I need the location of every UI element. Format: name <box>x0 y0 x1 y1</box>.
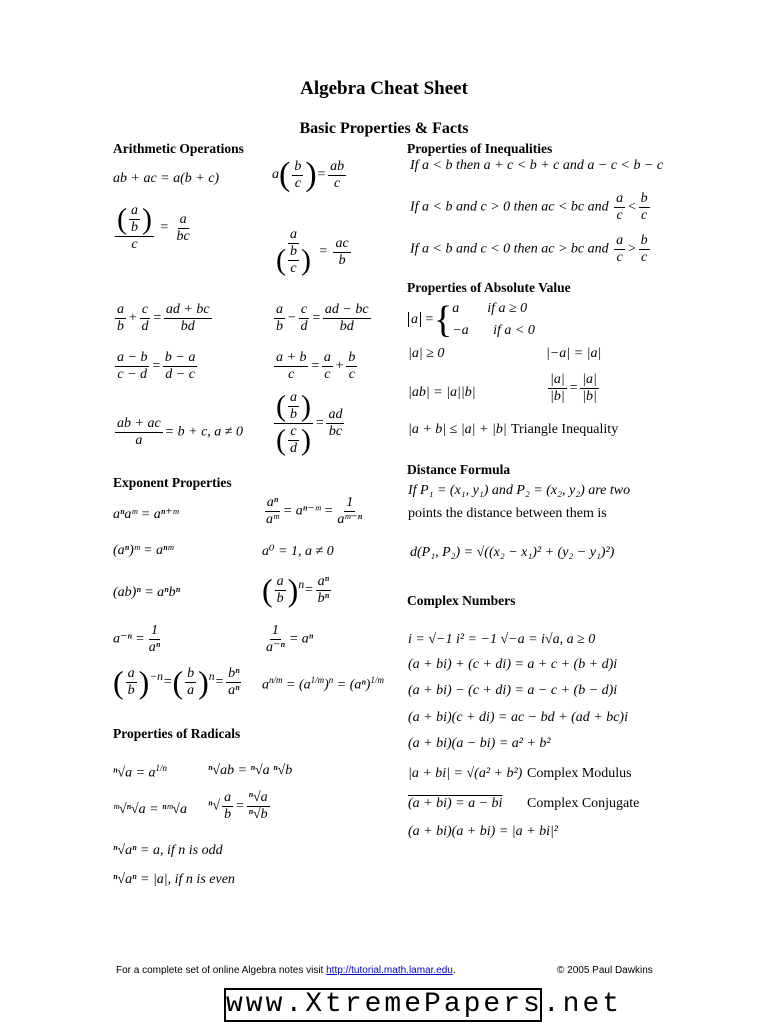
radicals-formula-3: ᵐ√ⁿ√a = ⁿᵐ√a <box>113 802 187 817</box>
radicals-formula-6: ⁿ√aⁿ = |a|, if n is even <box>113 872 235 887</box>
inequality-1: If a < b then a + c < b + c and a − c < b − c <box>410 158 664 173</box>
exponent-formula-6: ( $\frac{a}{b}$ )$^n$= $\frac{\text{aⁿ}}{\text{bⁿ}}$ <box>262 572 330 608</box>
footer-note: For a complete set of online Algebra notes visit http://tutorial.math.lamar.edu. <box>116 965 456 976</box>
footer-link[interactable]: http://tutorial.math.lamar.edu <box>326 965 453 976</box>
absolute-formula-4: $\frac{|a|}{|b|}$ = $\frac{|a|}{|b|}$ <box>550 372 597 404</box>
radicals-formula-2: ⁿ√ab = ⁿ√a ⁿ√b <box>208 763 293 778</box>
radicals-formula-4: ⁿ√ $\frac{a}{b}$ = $\frac{\text{ⁿ√a}}{\text{ⁿ√b}}$ <box>208 790 268 822</box>
footer-copyright: © 2005 Paul Dawkins <box>557 965 653 976</box>
arith-formula-10: ( $\frac{a}{b}$ ) ( $\frac{c}{d}$ ) = $\frac{ad}{bc}$ <box>276 389 343 457</box>
watermark: www.XtremePapers.net <box>226 989 623 1020</box>
arith-formula-1: ab + ac = a(b + c) <box>113 171 220 186</box>
exponent-formula-7: a⁻ⁿ = $\frac{1}{\text{aⁿ}}$ <box>113 623 161 655</box>
absolute-formula-3: |ab| = |a||b| <box>408 385 476 400</box>
exponent-formula-5: (ab)ⁿ = aⁿbⁿ <box>113 585 180 600</box>
distance-formula: d(P₁, P₂) = √((x₂ − x₁)² + (y₂ − y₁)²) <box>410 545 615 560</box>
exponent-formula-4: a⁰ = 1, a ≠ 0 <box>262 544 334 559</box>
inequality-2: If a < b and c > 0 then ac < bc and $\frac{a}{c}$ < $\frac{b}{c}$ <box>410 191 648 223</box>
absolute-formula-5: |a + b| ≤ |a| + |b| <box>408 422 507 437</box>
complex-formula-3: (a + bi) − (c + di) = a − c + (b − d)i <box>408 683 618 698</box>
arith-heading: Arithmetic Operations <box>113 141 244 156</box>
exponent-formula-2: $\frac{\text{aⁿ}}{\text{aᵐ}}$ = aⁿ⁻ᵐ = $\frac{1}{\text{aᵐ⁻ⁿ}}$ <box>266 495 363 527</box>
complex-formula-5: (a + bi)(a − bi) = a² + b² <box>408 736 551 751</box>
arith-formula-9: $\frac{ab + ac}{a}$ = b + c, a ≠ 0 <box>117 416 243 448</box>
page-title: Algebra Cheat Sheet <box>300 78 468 99</box>
arith-formula-6: $\frac{a}{b}$ − $\frac{c}{d}$ = $\frac{ad - bc}{bd}$ <box>276 302 369 334</box>
absolute-formula-2: |−a| = |a| <box>546 346 602 361</box>
exponent-formula-1: aⁿaᵐ = aⁿ⁺ᵐ <box>113 507 179 522</box>
radicals-heading: Properties of Radicals <box>113 726 241 741</box>
page-subtitle: Basic Properties & Facts <box>299 120 469 137</box>
absolute-heading: Properties of Absolute Value <box>407 280 571 295</box>
arith-formula-7: $\frac{a - b}{c - d}$ = $\frac{b - a}{d - c}$ <box>117 350 196 382</box>
distance-heading: Distance Formula <box>407 462 511 477</box>
complex-formula-7: (a + bi) = a − bi <box>408 796 503 811</box>
distance-line-2: points the distance between them is <box>408 506 607 521</box>
exponent-formula-10: $a^{n/m} = (a^{1/m})^n = (a^n)^{1/m}$ <box>262 675 384 693</box>
complex-modulus-label: Complex Modulus <box>527 766 632 781</box>
arith-formula-2: a( $\frac{b}{c}$ )= $\frac{ab}{c}$ <box>272 156 345 193</box>
complex-formula-4: (a + bi)(c + di) = ac − bd + (ad + bc)i <box>408 710 628 725</box>
arith-formula-8: $\frac{a + b}{c}$ = $\frac{a}{c}$ + $\frac{b}{c}$ <box>276 350 356 382</box>
complex-formula-8: (a + bi)(a + bi) = |a + bi|² <box>408 824 559 839</box>
arith-formula-5: $\frac{a}{b}$ + $\frac{c}{d}$ = $\frac{ad + bc}{bd}$ <box>117 302 210 334</box>
arith-formula-4: a ( $\frac{b}{c}$ ) = $\frac{ac}{b}$ <box>276 227 349 277</box>
triangle-inequality-label: Triangle Inequality <box>511 422 619 437</box>
radicals-formula-5: ⁿ√aⁿ = a, if n is odd <box>113 843 223 858</box>
inequalities-heading: Properties of Inequalities <box>407 141 553 156</box>
absolute-formula-1: |a| ≥ 0 <box>408 346 445 361</box>
complex-conjugate-label: Complex Conjugate <box>527 796 640 811</box>
absolute-definition: a ={ a if a ≥ 0 −a if a < 0 <box>408 298 535 342</box>
complex-formula-6: |a + bi| = √(a² + b²) <box>408 766 523 781</box>
complex-formula-2: (a + bi) + (c + di) = a + c + (b + d)i <box>408 657 618 672</box>
distance-line-1: If P₁ = (x₁, y₁) and P₂ = (x₂, y₂) are two <box>408 483 631 498</box>
radicals-formula-1: $^n√a = a^{1/n}$ <box>113 763 168 781</box>
arith-formula-3: ( $\frac{a}{b}$ ) c = $\frac{a}{bc}$ <box>117 202 190 252</box>
exponent-formula-3: (aⁿ)ᵐ = aⁿᵐ <box>113 543 174 558</box>
exponent-heading: Exponent Properties <box>113 475 232 490</box>
inequality-3: If a < b and c < 0 then ac > bc and $\frac{a}{c}$ > $\frac{b}{c}$ <box>410 233 648 265</box>
complex-heading: Complex Numbers <box>407 593 516 608</box>
exponent-formula-8: $\frac{1}{\text{a⁻ⁿ}}$ = aⁿ <box>266 623 314 655</box>
complex-formula-1: i = √−1 i² = −1 √−a = i√a, a ≥ 0 <box>408 632 596 647</box>
exponent-formula-9: ( $\frac{a}{b}$ )$^{-n}$=( $\frac{b}{a}$ )$^n$= $\frac{\text{bⁿ}}{\text{aⁿ}}$ <box>113 664 240 700</box>
